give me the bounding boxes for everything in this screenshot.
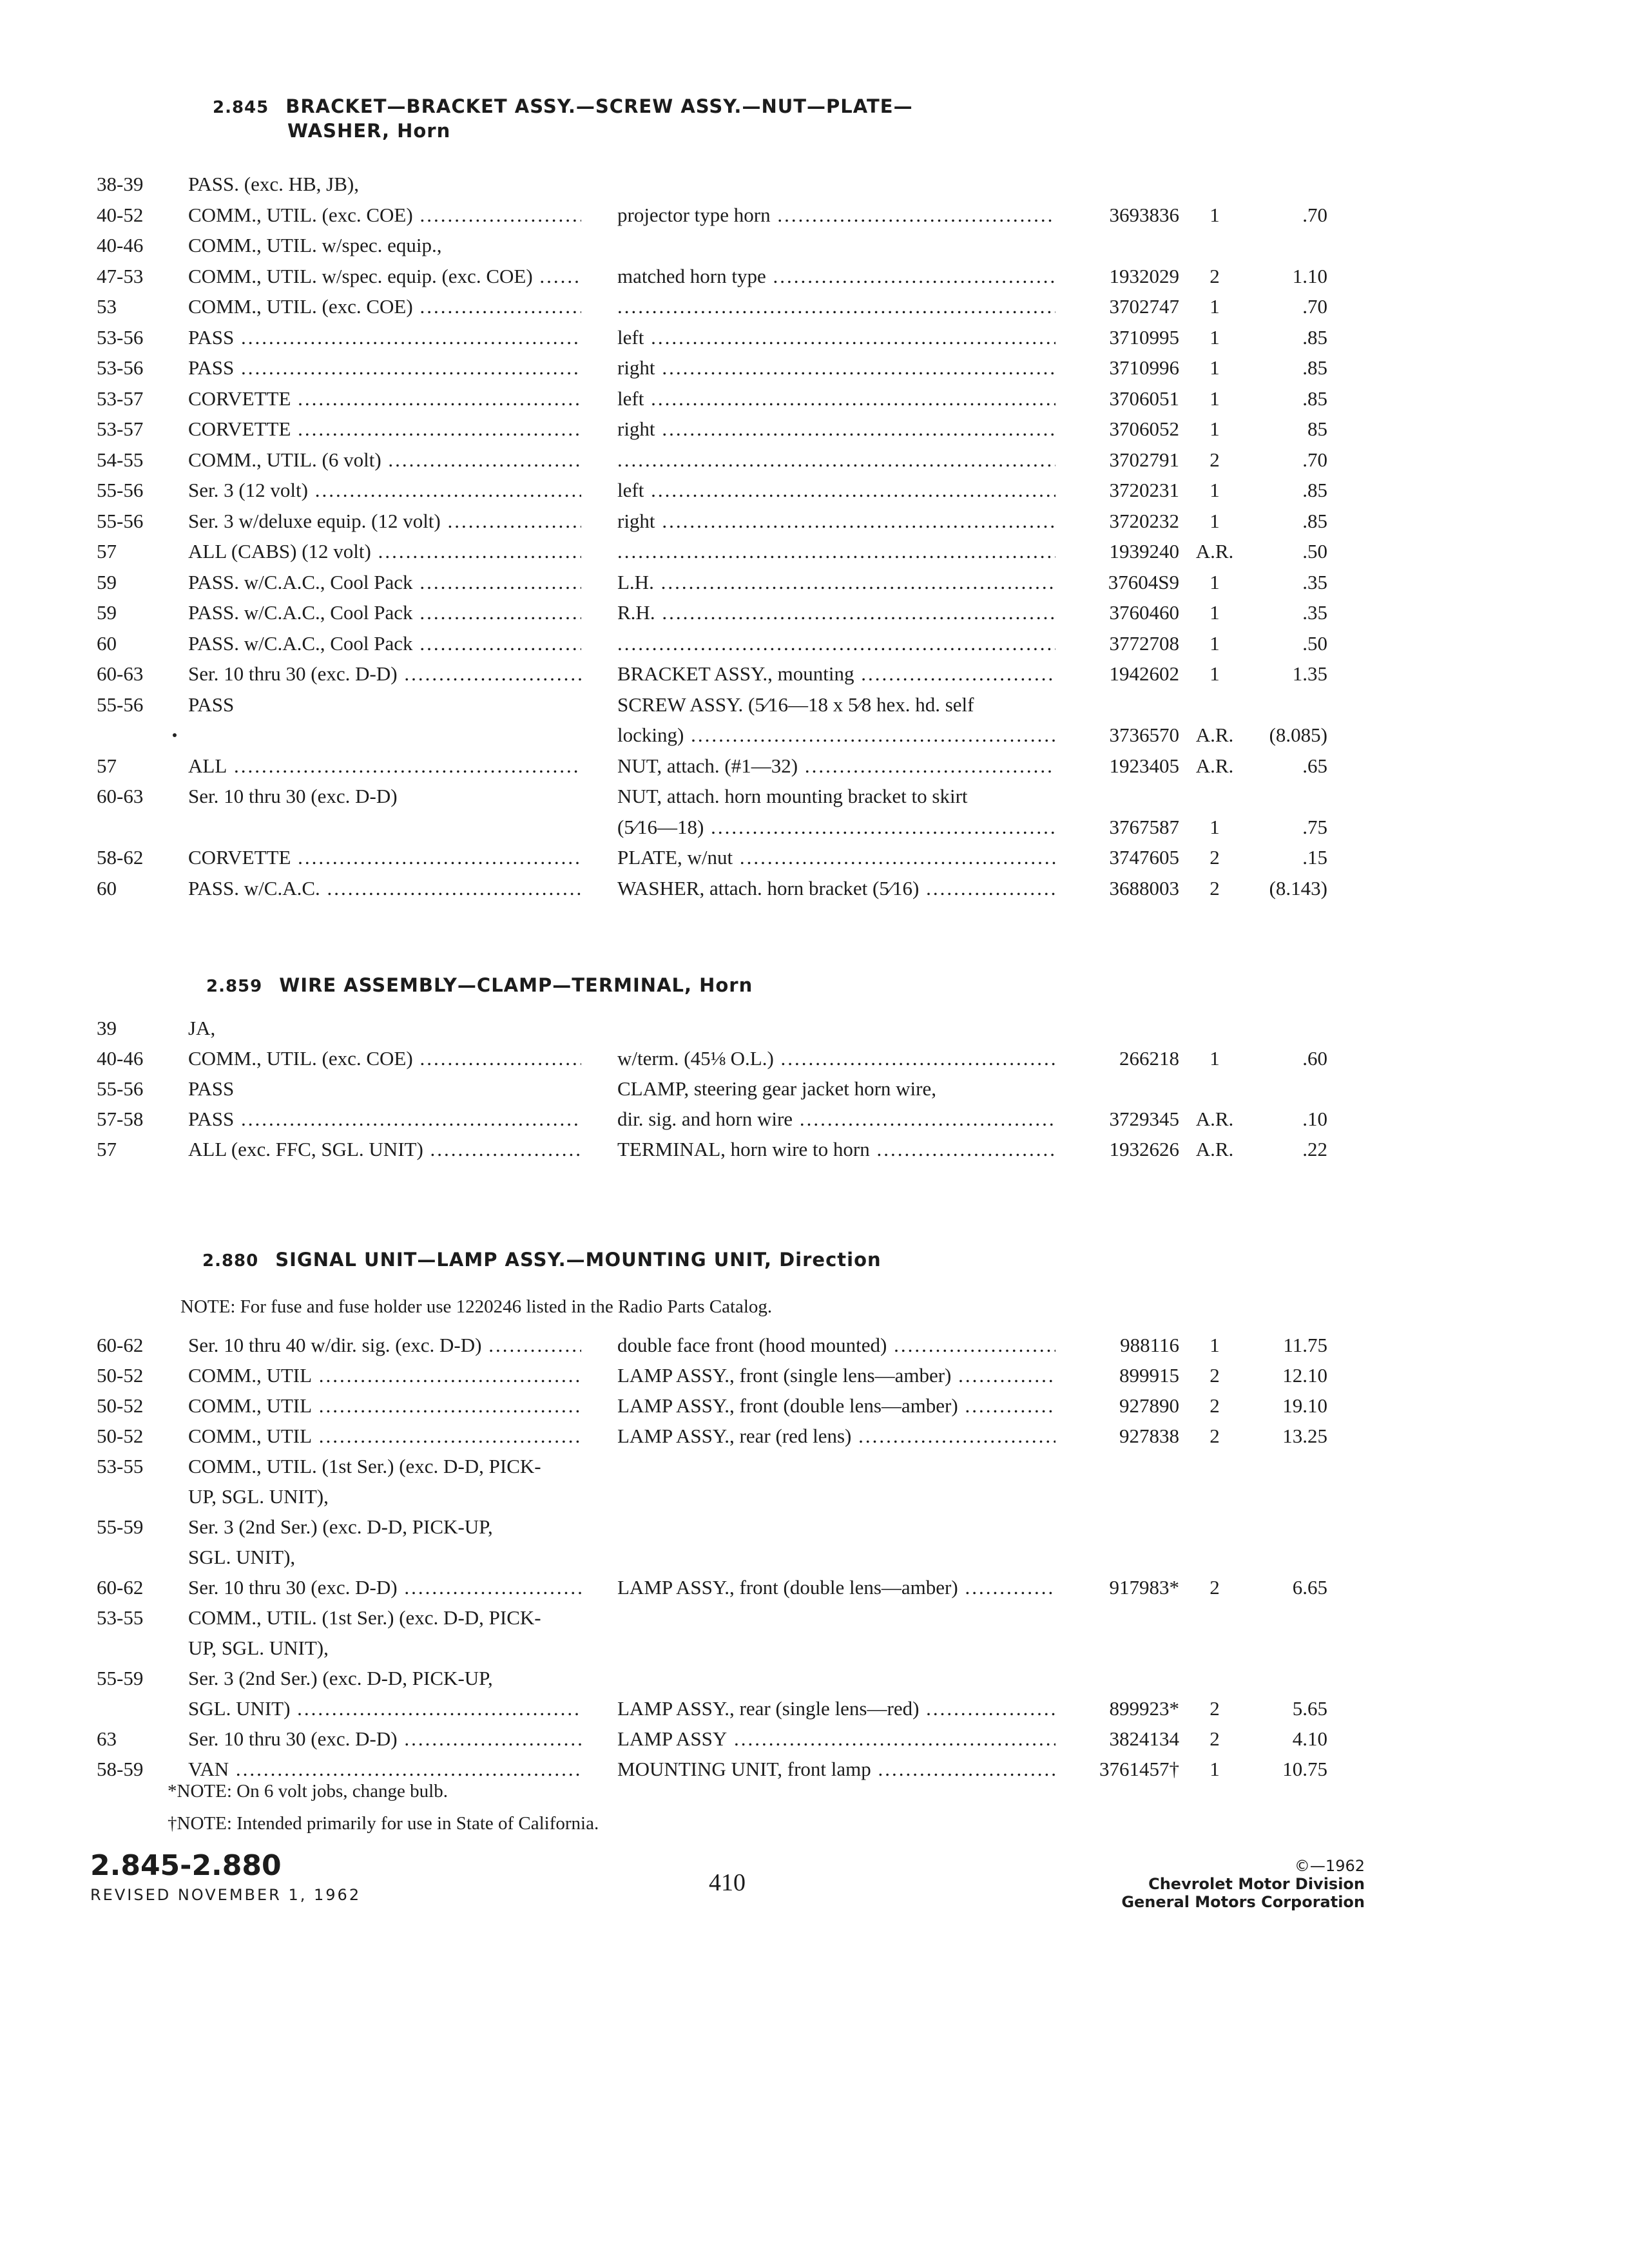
description-cell: PLATE, w/nut ..... <box>617 846 1055 869</box>
part-number-cell: 3693836 <box>1109 204 1179 226</box>
price-cell: .35 <box>1302 571 1327 593</box>
description-cell: NUT, attach. (#1—32) ..... <box>617 754 1055 778</box>
part-number-cell: 1932029 <box>1109 265 1179 287</box>
price-cell: 6.65 <box>1292 1576 1327 1599</box>
description-cell: double face front (hood mounted) ..... <box>617 1334 1055 1357</box>
quantity-cell: 1 <box>1210 1758 1220 1780</box>
quantity-cell: 2 <box>1210 265 1220 287</box>
description-cell: MOUNTING UNIT, front lamp ..... <box>617 1758 1055 1781</box>
year-cell: 59 <box>97 571 117 593</box>
table-row <box>0 785 1629 816</box>
model-cell: PASS. w/C.A.C. ..... <box>188 877 581 900</box>
price-cell: 5.65 <box>1292 1697 1327 1720</box>
page-number: 410 <box>709 1869 746 1896</box>
quantity-cell: 1 <box>1210 662 1220 685</box>
year-cell: 53 <box>97 295 117 318</box>
part-number-cell: 3761457† <box>1099 1758 1179 1780</box>
quantity-cell: A.R. <box>1195 540 1234 562</box>
part-number-cell: 3706052 <box>1109 418 1179 440</box>
part-number-cell: 927890 <box>1119 1394 1179 1417</box>
table-row <box>0 724 1629 754</box>
table-row <box>0 1047 1629 1078</box>
description-cell: LAMP ASSY., rear (single lens—red) ..... <box>617 1697 1055 1720</box>
price-cell: 1.10 <box>1292 265 1327 287</box>
model-cell: COMM., UTIL. w/spec. equip. (exc. COE) ..... <box>188 265 581 288</box>
quantity-cell: 1 <box>1210 295 1220 318</box>
table-row <box>0 1727 1629 1758</box>
table-row <box>0 1576 1629 1607</box>
division: Chevrolet Motor Division <box>1148 1875 1365 1893</box>
year-cell: 55-59 <box>97 1515 144 1538</box>
table-row <box>0 295 1629 326</box>
quantity-cell: A.R. <box>1195 754 1234 777</box>
part-number-cell: 3720231 <box>1109 479 1179 501</box>
model-cell: COMM., UTIL. (exc. COE) ..... <box>188 204 581 227</box>
quantity-cell: 1 <box>1210 356 1220 379</box>
part-number-cell: 917983* <box>1109 1576 1179 1599</box>
year-cell: 38-39 <box>97 173 144 195</box>
description-cell <box>617 448 1055 472</box>
quantity-cell: 1 <box>1210 387 1220 410</box>
model-cell: COMM., UTIL. (1st Ser.) (exc. D-D, PICK- <box>188 1606 541 1629</box>
description-cell: TERMINAL, horn wire to horn ..... <box>617 1138 1055 1161</box>
model-cell: VAN ..... <box>188 1758 581 1781</box>
model-cell: CORVETTE ..... <box>188 387 581 410</box>
description-cell: CLAMP, steering gear jacket horn wire, <box>617 1077 937 1100</box>
part-number-cell: 1932626 <box>1109 1138 1179 1160</box>
year-cell: 50-52 <box>97 1364 144 1387</box>
year-cell: 53-55 <box>97 1606 144 1629</box>
section-heading: SIGNAL UNIT—LAMP ASSY.—MOUNTING UNIT, Direction <box>275 1249 882 1271</box>
table-row <box>0 418 1629 448</box>
section-note: NOTE: For fuse and fuse holder use 1220246 listed in the Radio Parts Catalog. <box>180 1296 773 1317</box>
part-number-cell: 3824134 <box>1109 1727 1179 1750</box>
price-cell: .70 <box>1302 295 1327 318</box>
quantity-cell: 1 <box>1210 1334 1220 1356</box>
description-cell: matched horn type ..... <box>617 265 1055 288</box>
price-cell: 11.75 <box>1283 1334 1327 1356</box>
model-cell: PASS ..... <box>188 356 581 380</box>
quantity-cell: 1 <box>1210 326 1220 349</box>
part-number-cell: 899923* <box>1109 1697 1179 1720</box>
section-title <box>202 1249 882 1271</box>
price-cell: .10 <box>1302 1108 1327 1130</box>
quantity-cell: 2 <box>1210 1727 1220 1750</box>
year-cell: 59 <box>97 601 117 624</box>
part-number-cell: 1939240 <box>1109 540 1179 562</box>
part-number-cell: 3772708 <box>1109 632 1179 655</box>
table-row <box>0 846 1629 877</box>
model-cell: PASS. (exc. HB, JB), <box>188 173 359 195</box>
year-cell: 55-56 <box>97 693 144 716</box>
description-cell: right ..... <box>617 356 1055 380</box>
quantity-cell: A.R. <box>1195 724 1234 746</box>
description-cell: NUT, attach. horn mounting bracket to skirt <box>617 785 968 807</box>
description-cell: locking) ..... <box>617 724 1055 747</box>
quantity-cell: 2 <box>1210 1364 1220 1387</box>
table-row <box>0 356 1629 387</box>
quantity-cell: 1 <box>1210 510 1220 532</box>
footnote: †NOTE: Intended primarily for use in State of California. <box>168 1813 599 1834</box>
part-number-cell: 3729345 <box>1109 1108 1179 1130</box>
table-row <box>0 662 1629 693</box>
quantity-cell: 1 <box>1210 418 1220 440</box>
price-cell: 85 <box>1307 418 1327 440</box>
description-cell <box>617 295 1055 318</box>
year-cell: 39 <box>97 1017 117 1039</box>
part-number-cell: 3702747 <box>1109 295 1179 318</box>
year-cell: 57 <box>97 1138 117 1160</box>
print-speck <box>173 733 177 737</box>
model-cell: ALL ..... <box>188 754 581 778</box>
section-title <box>213 95 913 117</box>
year-cell: 55-56 <box>97 510 144 532</box>
section-heading: BRACKET—BRACKET ASSY.—SCREW ASSY.—NUT—PLATE— <box>285 95 913 117</box>
quantity-cell: 1 <box>1210 479 1220 501</box>
year-cell: 53-57 <box>97 387 144 410</box>
description-cell: w/term. (45⅛ O.L.) ..... <box>617 1047 1055 1070</box>
part-number-cell: 3710995 <box>1109 326 1179 349</box>
year-cell: 60-62 <box>97 1334 144 1356</box>
footer-right <box>1121 1857 1365 1911</box>
year-cell: 58-59 <box>97 1758 144 1780</box>
price-cell: .70 <box>1302 448 1327 471</box>
description-cell <box>617 540 1055 563</box>
table-row <box>0 1394 1629 1425</box>
year-cell: 53-55 <box>97 1455 144 1477</box>
model-cell: PASS. w/C.A.C., Cool Pack ..... <box>188 601 581 624</box>
price-cell: 10.75 <box>1282 1758 1327 1780</box>
table-row <box>0 1334 1629 1365</box>
quantity-cell: 2 <box>1210 1697 1220 1720</box>
price-cell: .85 <box>1302 479 1327 501</box>
description-cell: left ..... <box>617 326 1055 349</box>
table-row <box>0 173 1629 204</box>
year-cell: 50-52 <box>97 1394 144 1417</box>
description-cell: left ..... <box>617 479 1055 502</box>
part-number-cell: 988116 <box>1120 1334 1179 1356</box>
table-row <box>0 448 1629 479</box>
model-cell: COMM., UTIL ..... <box>188 1425 581 1448</box>
model-cell: CORVETTE ..... <box>188 418 581 441</box>
price-cell: 1.35 <box>1292 662 1327 685</box>
description-cell: BRACKET ASSY., mounting ..... <box>617 662 1055 686</box>
corporation: General Motors Corporation <box>1121 1893 1365 1911</box>
price-cell: .15 <box>1302 846 1327 869</box>
price-cell: .60 <box>1302 1047 1327 1070</box>
quantity-cell: 2 <box>1210 1394 1220 1417</box>
table-row <box>0 1364 1629 1395</box>
year-cell: 40-52 <box>97 204 144 226</box>
model-cell: COMM., UTIL. w/spec. equip., <box>188 234 442 256</box>
section-number: 2.859 <box>206 977 263 996</box>
model-cell: SGL. UNIT) ..... <box>188 1697 581 1720</box>
part-number-cell: 899915 <box>1119 1364 1179 1387</box>
table-row <box>0 1546 1629 1577</box>
year-cell: 60 <box>97 632 117 655</box>
table-row <box>0 1515 1629 1546</box>
year-cell: 55-56 <box>97 479 144 501</box>
year-cell: 57-58 <box>97 1108 144 1130</box>
description-cell: WASHER, attach. horn bracket (5⁄16) ..... <box>617 877 1055 900</box>
price-cell: .70 <box>1302 204 1327 226</box>
section-title <box>206 974 753 996</box>
year-cell: 60-62 <box>97 1576 144 1599</box>
model-cell: ALL (CABS) (12 volt) ..... <box>188 540 581 563</box>
section-heading: WIRE ASSEMBLY—CLAMP—TERMINAL, Horn <box>279 974 753 996</box>
part-number-cell: 3706051 <box>1109 387 1179 410</box>
model-cell: UP, SGL. UNIT), <box>188 1485 329 1508</box>
description-cell: dir. sig. and horn wire ..... <box>617 1108 1055 1131</box>
model-cell: COMM., UTIL. (exc. COE) ..... <box>188 295 581 318</box>
quantity-cell: 1 <box>1210 571 1220 593</box>
price-cell: .85 <box>1302 387 1327 410</box>
part-number-cell: 1942602 <box>1109 662 1179 685</box>
quantity-cell: A.R. <box>1195 1108 1234 1130</box>
table-row <box>0 816 1629 847</box>
quantity-cell: 2 <box>1210 877 1220 899</box>
description-cell: L.H. ..... <box>617 571 1055 594</box>
quantity-cell: 2 <box>1210 1576 1220 1599</box>
price-cell: .75 <box>1302 816 1327 838</box>
price-cell: .85 <box>1302 356 1327 379</box>
part-number-cell: 3767587 <box>1109 816 1179 838</box>
part-number-cell: 1923405 <box>1109 754 1179 777</box>
revised-date: REVISED NOVEMBER 1, 1962 <box>90 1886 361 1904</box>
part-number-cell: 3710996 <box>1109 356 1179 379</box>
section-number: 2.880 <box>202 1251 259 1271</box>
table-row <box>0 234 1629 265</box>
table-row <box>0 1485 1629 1516</box>
model-cell: SGL. UNIT), <box>188 1546 296 1568</box>
quantity-cell: 2 <box>1210 1425 1220 1447</box>
year-cell: 53-57 <box>97 418 144 440</box>
model-cell: UP, SGL. UNIT), <box>188 1637 329 1659</box>
model-cell: COMM., UTIL ..... <box>188 1394 581 1418</box>
price-cell: (8.085) <box>1269 724 1327 746</box>
table-row <box>0 387 1629 418</box>
description-cell: (5⁄16—18) ..... <box>617 816 1055 839</box>
year-cell: 40-46 <box>97 234 144 256</box>
price-cell: .85 <box>1302 510 1327 532</box>
price-cell: .85 <box>1302 326 1327 349</box>
price-cell: .50 <box>1302 632 1327 655</box>
table-row <box>0 1697 1629 1728</box>
table-row <box>0 1017 1629 1048</box>
model-cell: Ser. 10 thru 30 (exc. D-D) ..... <box>188 1727 581 1751</box>
table-row <box>0 1425 1629 1456</box>
table-row <box>0 632 1629 663</box>
description-cell: LAMP ASSY., front (single lens—amber) ..... <box>617 1364 1055 1387</box>
year-cell: 60-63 <box>97 785 144 807</box>
part-number-cell: 266218 <box>1119 1047 1179 1070</box>
model-cell: CORVETTE ..... <box>188 846 581 869</box>
table-row <box>0 540 1629 571</box>
model-cell: PASS. w/C.A.C., Cool Pack ..... <box>188 571 581 594</box>
description-cell: right ..... <box>617 510 1055 533</box>
section-heading-line2: WASHER, Horn <box>287 120 451 142</box>
price-cell: 12.10 <box>1282 1364 1327 1387</box>
description-cell: LAMP ASSY ..... <box>617 1727 1055 1751</box>
table-row <box>0 1077 1629 1108</box>
quantity-cell: 1 <box>1210 632 1220 655</box>
year-cell: 58-62 <box>97 846 144 869</box>
year-cell: 57 <box>97 754 117 777</box>
model-cell: COMM., UTIL. (exc. COE) ..... <box>188 1047 581 1070</box>
quantity-cell: 1 <box>1210 1047 1220 1070</box>
model-cell: Ser. 3 w/deluxe equip. (12 volt) ..... <box>188 510 581 533</box>
year-cell: 60 <box>97 877 117 899</box>
year-cell: 55-59 <box>97 1667 144 1689</box>
table-row <box>0 204 1629 235</box>
footer-left <box>90 1849 361 1904</box>
year-cell: 47-53 <box>97 265 144 287</box>
part-number-cell: 3720232 <box>1109 510 1179 532</box>
description-cell <box>617 632 1055 655</box>
part-number-cell: 3688003 <box>1109 877 1179 899</box>
model-cell: Ser. 10 thru 30 (exc. D-D) ..... <box>188 1576 581 1599</box>
model-cell: PASS <box>188 1077 235 1100</box>
price-cell: 19.10 <box>1282 1394 1327 1417</box>
part-number-cell: 3702791 <box>1109 448 1179 471</box>
price-cell: (8.143) <box>1269 877 1327 899</box>
quantity-cell: 2 <box>1210 448 1220 471</box>
description-cell: LAMP ASSY., rear (red lens) ..... <box>617 1425 1055 1448</box>
model-cell: JA, <box>188 1017 216 1039</box>
model-cell: COMM., UTIL. (1st Ser.) (exc. D-D, PICK- <box>188 1455 541 1477</box>
part-number-cell: 37604S9 <box>1108 571 1179 593</box>
model-cell: PASS. w/C.A.C., Cool Pack ..... <box>188 632 581 655</box>
year-cell: 50-52 <box>97 1425 144 1447</box>
year-cell: 54-55 <box>97 448 144 471</box>
model-cell: COMM., UTIL. (6 volt) ..... <box>188 448 581 472</box>
year-cell: 60-63 <box>97 662 144 685</box>
model-cell: PASS ..... <box>188 326 581 349</box>
year-cell: 55-56 <box>97 1077 144 1100</box>
price-cell: 13.25 <box>1282 1425 1327 1447</box>
table-row <box>0 1667 1629 1698</box>
quantity-cell: 1 <box>1210 816 1220 838</box>
table-row <box>0 693 1629 724</box>
price-cell: .65 <box>1302 754 1327 777</box>
table-row <box>0 326 1629 357</box>
part-number-cell: 3747605 <box>1109 846 1179 869</box>
description-cell: LAMP ASSY., front (double lens—amber) ..... <box>617 1576 1055 1599</box>
price-cell: .35 <box>1302 601 1327 624</box>
model-cell: Ser. 3 (2nd Ser.) (exc. D-D, PICK-UP, <box>188 1515 493 1538</box>
model-cell: PASS <box>188 693 235 716</box>
table-row <box>0 265 1629 296</box>
section-range: 2.845-2.880 <box>90 1849 282 1882</box>
quantity-cell: 1 <box>1210 204 1220 226</box>
table-row <box>0 1606 1629 1637</box>
model-cell: Ser. 10 thru 30 (exc. D-D) ..... <box>188 662 581 686</box>
model-cell: Ser. 3 (2nd Ser.) (exc. D-D, PICK-UP, <box>188 1667 493 1689</box>
year-cell: 40-46 <box>97 1047 144 1070</box>
table-row <box>0 571 1629 602</box>
part-number-cell: 3760460 <box>1109 601 1179 624</box>
year-cell: 57 <box>97 540 117 562</box>
section-number: 2.845 <box>213 98 269 117</box>
table-row <box>0 754 1629 785</box>
table-row <box>0 601 1629 632</box>
year-cell: 63 <box>97 1727 117 1750</box>
table-row <box>0 1138 1629 1169</box>
year-cell: 53-56 <box>97 356 144 379</box>
quantity-cell: A.R. <box>1195 1138 1234 1160</box>
footnote: *NOTE: On 6 volt jobs, change bulb. <box>168 1781 448 1802</box>
price-cell: 4.10 <box>1292 1727 1327 1750</box>
model-cell: COMM., UTIL ..... <box>188 1364 581 1387</box>
price-cell: .22 <box>1302 1138 1327 1160</box>
table-row <box>0 1455 1629 1486</box>
description-cell: R.H. ..... <box>617 601 1055 624</box>
model-cell: PASS ..... <box>188 1108 581 1131</box>
table-row <box>0 877 1629 908</box>
quantity-cell: 1 <box>1210 601 1220 624</box>
model-cell: Ser. 3 (12 volt) ..... <box>188 479 581 502</box>
copyright: ©—1962 <box>1294 1857 1365 1875</box>
description-cell: left ..... <box>617 387 1055 410</box>
model-cell: Ser. 10 thru 40 w/dir. sig. (exc. D-D) ..... <box>188 1334 581 1357</box>
price-cell: .50 <box>1302 540 1327 562</box>
model-cell: ALL (exc. FFC, SGL. UNIT) ..... <box>188 1138 581 1161</box>
description-cell: SCREW ASSY. (5⁄16—18 x 5⁄8 hex. hd. self <box>617 693 974 716</box>
table-row <box>0 479 1629 510</box>
description-cell: right ..... <box>617 418 1055 441</box>
table-row <box>0 1637 1629 1667</box>
model-cell: Ser. 10 thru 30 (exc. D-D) <box>188 785 398 807</box>
description-cell: projector type horn ..... <box>617 204 1055 227</box>
table-row <box>0 1108 1629 1139</box>
part-number-cell: 3736570 <box>1109 724 1179 746</box>
quantity-cell: 2 <box>1210 846 1220 869</box>
part-number-cell: 927838 <box>1119 1425 1179 1447</box>
description-cell: LAMP ASSY., front (double lens—amber) ..... <box>617 1394 1055 1418</box>
year-cell: 53-56 <box>97 326 144 349</box>
table-row <box>0 510 1629 541</box>
